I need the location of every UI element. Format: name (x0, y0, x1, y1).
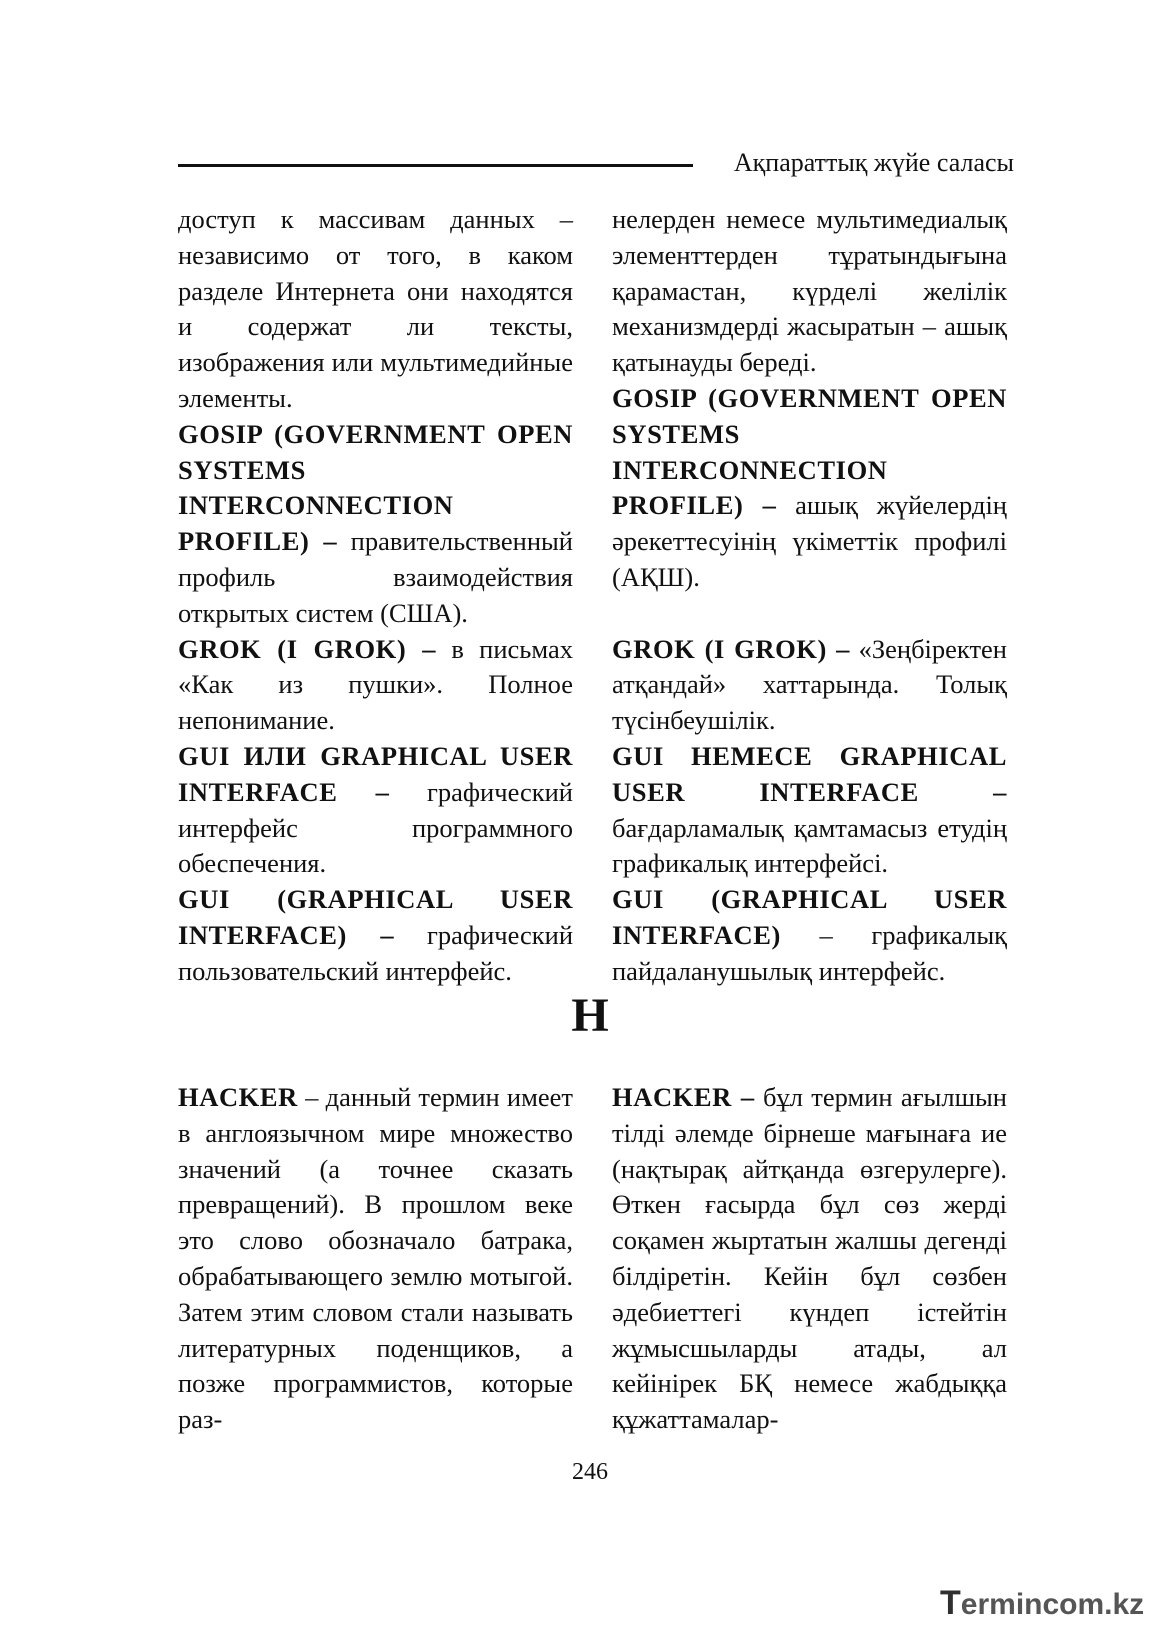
section-letter: H (571, 989, 609, 1042)
right-column-bottom (612, 1080, 1007, 1438)
watermark-text: ermincom.kz (960, 1588, 1145, 1621)
entry-term: GROK (I GROK) – (178, 633, 437, 664)
entry-definition: графический интерфейс программного обеспечения. (178, 776, 573, 879)
entry-term: GUI (GRAPHICAL USER INTERFACE) – (178, 884, 573, 950)
right-column-top (612, 202, 1007, 990)
entry-gui-graphical (612, 739, 1007, 882)
entry-grok (612, 632, 1007, 739)
entry-definition: нелерден немесе мультимедиалық элементтерден тұратындығына қарамастан, күрделі желілік механизмдерді жасыратын – ашық қатынауды береді. (612, 204, 1007, 378)
entry-definition: – графикалық пайдаланушылық интерфейс. (612, 919, 1007, 986)
entry-definition: бағдарламалық қамтамасыз етудің графикалық интерфейсі. (612, 812, 1007, 879)
header-rule (178, 164, 693, 167)
left-column-bottom (178, 1080, 573, 1438)
entry-definition: ашық жүйелердің әрекеттесуінің үкіметтік профилі (АҚШ). (612, 490, 1007, 592)
entry-continuation (612, 202, 1007, 381)
entry-term: GOSIP (GOVERNMENT OPEN SYSTEMS INTERCONNECTION PROFILE) – (178, 418, 573, 557)
entry-continuation (178, 202, 573, 417)
entry-gui (612, 882, 1007, 989)
entry-term: GUI ИЛИ GRAPHICAL USER INTERFACE – (178, 740, 573, 807)
entry-definition: «Зеңбіректен атқандай» хаттарында. Толық түсінбеушілік. (612, 633, 1007, 736)
running-header (178, 150, 1018, 186)
entry-definition: правительственный профиль взаимодействия открытых систем (США). (178, 526, 573, 628)
entry-spacer (612, 596, 1007, 632)
entry-hacker (178, 1080, 573, 1438)
entry-gosip (178, 417, 573, 632)
entry-term: HACKER – (612, 1082, 755, 1112)
entry-term: HACKER (178, 1082, 298, 1112)
entry-grok (178, 632, 573, 739)
entry-hacker (612, 1080, 1007, 1438)
page-number: 246 (572, 1459, 608, 1485)
entry-gosip (612, 381, 1007, 596)
entry-definition: доступ к массивам данных – независимо от того, в каком разделе Интернета они находятся и содержат ли тексты, изображения или мультимедийные элементы. (178, 204, 573, 413)
entry-term: GUI HEMECE GRAPHICAL USER INTERFACE – (612, 740, 1007, 807)
left-column-top (178, 202, 573, 990)
watermark-initial: T (940, 1584, 961, 1622)
entry-definition: бұл термин ағылшын тілді әлемде бірнеше мағынаға ие (нақтырақ айтқанда өзгерулерге). Өткен ғасырда бұл сөз жерді соқамен жыртатын жалшы дегенді білдіретін. Кейін бұл сөзбен әдебиеттегі күндеп істейтін жұмысшыларды атады, ал кейінірек БҚ немесе жабдыққа құжаттамалар- (612, 1082, 1007, 1435)
entry-term: GROK (I GROK) – (612, 633, 850, 664)
entry-definition: графический пользовательский интерфейс. (178, 919, 573, 986)
header-title: Ақпараттық жүйе саласы (733, 148, 1014, 177)
entry-term: GOSIP (GOVERNMENT OPEN SYSTEMS INTERCONNECTION PROFILE) – (612, 382, 1007, 521)
entry-gui (178, 882, 573, 989)
watermark-logo (940, 1583, 1150, 1623)
entry-gui-graphical (178, 739, 573, 882)
entry-definition: в письмах «Как из пушки». Полное непонимание. (178, 633, 573, 736)
entry-definition: – данный термин имеет в англоязычном мире множество значений (а точнее сказать превращений). В прошлом веке это слово обозначало батрака, обрабатывающего землю мотыгой. Затем этим словом стали называть литературных поденщиков, а позже программистов, которые раз- (178, 1082, 573, 1435)
entry-term: GUI (GRAPHICAL USER INTERFACE) (612, 884, 1007, 950)
